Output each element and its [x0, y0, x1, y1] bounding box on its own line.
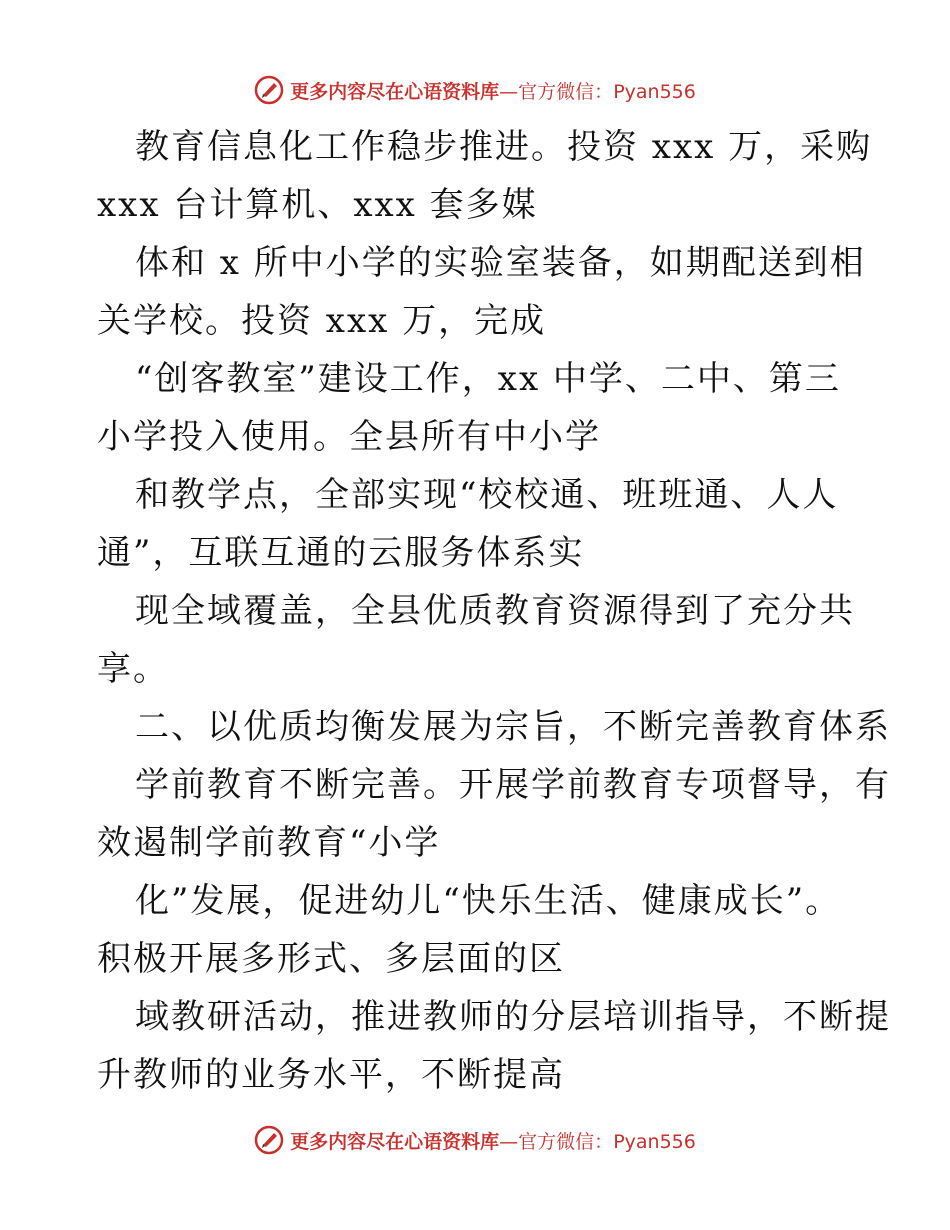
- text-line: 效遏制学前教育“小学: [97, 823, 441, 863]
- section-heading: 二、以优质均衡发展为宗旨，不断完善教育体系: [135, 707, 891, 747]
- logo-icon: [254, 1125, 284, 1155]
- text-line: 通”，互联互通的云服务体系实: [97, 533, 585, 573]
- text-line: “创客教室”建设工作，xx 中学、二中、第三: [135, 359, 841, 399]
- banner-dash: —: [499, 1130, 519, 1153]
- header-banner: [0, 70, 950, 110]
- text-line: 积极开展多形式、多层面的区: [97, 939, 565, 979]
- text-line: 域教研活动，推进教师的分层培训指导，不断提: [135, 997, 891, 1037]
- text-line: 关学校。投资 xxx 万，完成: [97, 301, 547, 341]
- banner-main-text: 更多内容尽在心语资料库: [290, 80, 500, 103]
- text-line: 教育信息化工作稳步推进。投资 xxx 万，采购: [135, 127, 873, 167]
- text-line: 化”发展，促进幼儿“快乐生活、健康成长”。: [135, 881, 842, 921]
- banner-text: [290, 77, 696, 104]
- text-line: 现全域覆盖，全县优质教育资源得到了充分共: [135, 591, 855, 631]
- text-line: 升教师的业务水平，不断提高: [97, 1055, 565, 1095]
- text-line: 和教学点，全部实现“校校通、班班通、人人: [135, 475, 839, 515]
- banner-text: [290, 1127, 696, 1154]
- text-line: 学前教育不断完善。开展学前教育专项督导，有: [135, 765, 891, 805]
- text-line: 享。: [97, 649, 169, 689]
- document-body: [97, 118, 891, 1104]
- footer-banner: [0, 1120, 950, 1160]
- banner-wechat-id: Pyan556: [613, 1130, 696, 1153]
- banner-wechat-id: Pyan556: [613, 80, 696, 103]
- banner-main-text: 更多内容尽在心语资料库: [290, 1130, 500, 1153]
- banner-dash: —: [499, 80, 519, 103]
- banner-official-label: 官方微信：: [518, 1130, 614, 1153]
- text-line: 体和 x 所中小学的实验室装备，如期配送到相: [135, 243, 866, 283]
- logo-icon: [254, 75, 284, 105]
- text-line: 小学投入使用。全县所有中小学: [97, 417, 601, 457]
- text-line: xxx 台计算机、xxx 套多媒: [97, 185, 538, 225]
- banner-official-label: 官方微信：: [518, 80, 614, 103]
